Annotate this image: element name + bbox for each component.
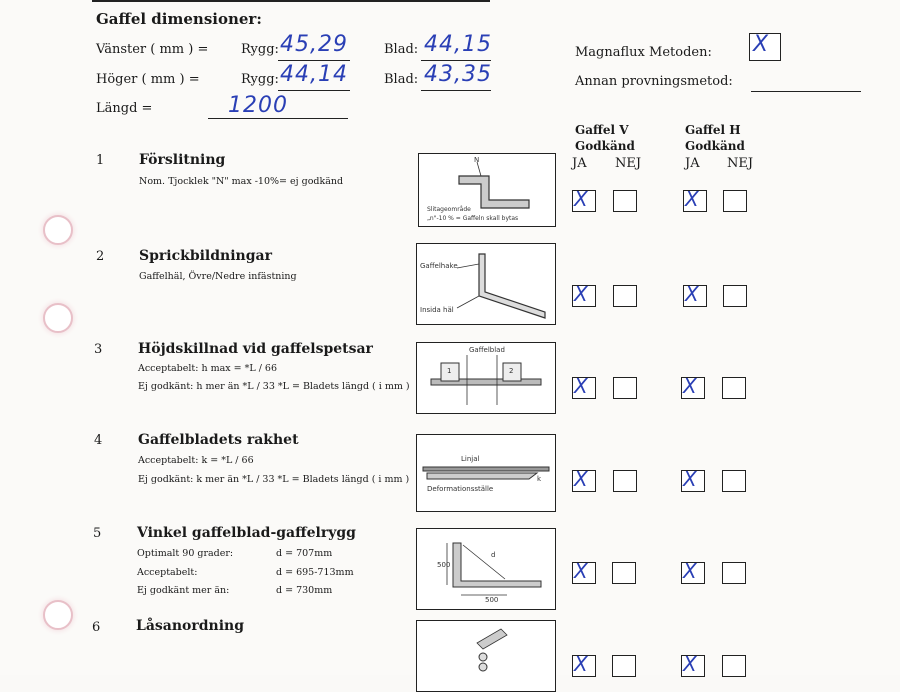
fig1-caption-2: „n"-10 % = Gaffeln skall bytas bbox=[427, 215, 519, 222]
item-desc: Acceptabelt: h max = *L / 66 bbox=[138, 363, 278, 374]
left-blad-label: Blad: bbox=[384, 42, 419, 57]
item-desc: Ej godkänt: k mer än *L / 33 *L = Bladets längd ( i mm ) bbox=[138, 474, 410, 485]
section-title: Gaffel dimensioner: bbox=[96, 10, 262, 28]
col-v-title: Gaffel V bbox=[575, 123, 629, 137]
item6-v-ja[interactable] bbox=[572, 652, 596, 677]
fork-lock-diagram bbox=[417, 621, 555, 691]
figure-cracks bbox=[416, 243, 556, 325]
check-mark: X bbox=[574, 467, 588, 491]
item3-h-nej[interactable] bbox=[722, 377, 746, 399]
check-mark: X bbox=[574, 374, 588, 398]
item5-h-nej[interactable] bbox=[722, 562, 746, 584]
check-mark: X bbox=[685, 282, 699, 306]
item1-v-nej[interactable] bbox=[613, 190, 637, 212]
left-label: Vänster ( mm ) = bbox=[96, 42, 209, 57]
col-v-ja: JA bbox=[572, 156, 587, 171]
right-label: Höger ( mm ) = bbox=[96, 72, 200, 87]
right-blad-line bbox=[421, 90, 491, 91]
top-rule bbox=[92, 0, 490, 2]
check-mark: X bbox=[574, 187, 588, 211]
fork-straightness-diagram bbox=[417, 435, 555, 511]
figure-straightness bbox=[416, 434, 556, 512]
check-mark: X bbox=[683, 652, 697, 676]
col-h-godkand: Godkänd bbox=[685, 139, 745, 153]
check-mark: X bbox=[574, 559, 588, 583]
left-blad-value[interactable]: 44,15 bbox=[424, 32, 492, 57]
fig1-caption-1: Slitageområde bbox=[427, 206, 471, 213]
left-rygg-label: Rygg: bbox=[241, 42, 279, 57]
item-number: 5 bbox=[93, 526, 102, 541]
figure-angle bbox=[416, 528, 556, 610]
fig4-label-2: Deformationsställe bbox=[427, 485, 494, 493]
item-value: d = 730mm bbox=[276, 585, 333, 596]
fig5-dim-v: 500 bbox=[437, 561, 451, 569]
fig3-a: 1 bbox=[447, 367, 452, 375]
item4-v-ja[interactable] bbox=[572, 467, 596, 492]
item2-v-ja[interactable] bbox=[572, 282, 596, 307]
item5-h-ja[interactable] bbox=[681, 559, 705, 584]
item5-v-ja[interactable] bbox=[572, 559, 596, 584]
item-title: Låsanordning bbox=[136, 618, 245, 634]
check-mark: X bbox=[685, 187, 699, 211]
item4-h-nej[interactable] bbox=[722, 470, 746, 492]
item1-h-ja[interactable] bbox=[683, 187, 707, 212]
magnaflux-label: Magnaflux Metoden: bbox=[575, 45, 712, 60]
check-mark: X bbox=[683, 559, 697, 583]
check-mark: X bbox=[683, 374, 697, 398]
item2-v-nej[interactable] bbox=[613, 285, 637, 307]
right-rygg-line bbox=[278, 90, 350, 91]
figure-wear bbox=[418, 153, 556, 227]
item-value: d = 707mm bbox=[276, 548, 333, 559]
item3-h-ja[interactable] bbox=[681, 374, 705, 399]
item-desc: Acceptabelt: k = *L / 66 bbox=[138, 455, 254, 466]
col-v-nej: NEJ bbox=[615, 156, 642, 171]
item-title: Gaffelbladets rakhet bbox=[138, 432, 299, 448]
length-label: Längd = bbox=[96, 101, 153, 116]
item6-h-ja[interactable] bbox=[681, 652, 705, 677]
item5-v-nej[interactable] bbox=[612, 562, 636, 584]
check-mark: X bbox=[683, 467, 697, 491]
item2-h-ja[interactable] bbox=[683, 282, 707, 307]
item3-v-ja[interactable] bbox=[572, 374, 596, 399]
figure-lock bbox=[416, 620, 556, 692]
right-blad-label: Blad: bbox=[384, 72, 419, 87]
item-number: 6 bbox=[92, 620, 101, 635]
item6-h-nej[interactable] bbox=[722, 655, 746, 677]
right-blad-value[interactable]: 43,35 bbox=[424, 62, 492, 87]
left-blad-line bbox=[421, 60, 491, 61]
item-title: Vinkel gaffelblad-gaffelrygg bbox=[137, 525, 356, 541]
check-mark: X bbox=[574, 652, 588, 676]
item-desc: Gaffelhäl, Övre/Nedre infästning bbox=[139, 271, 297, 282]
right-rygg-label: Rygg: bbox=[241, 72, 279, 87]
right-rygg-value[interactable]: 44,14 bbox=[280, 62, 348, 87]
item1-h-nej[interactable] bbox=[723, 190, 747, 212]
item-title: Sprickbildningar bbox=[139, 248, 272, 264]
annan-line bbox=[751, 91, 861, 92]
item-title: Förslitning bbox=[139, 152, 226, 168]
item1-v-ja[interactable] bbox=[572, 187, 596, 212]
item3-v-nej[interactable] bbox=[613, 377, 637, 399]
left-rygg-line bbox=[278, 60, 350, 61]
fig3-title: Gaffelblad bbox=[469, 346, 505, 354]
item4-h-ja[interactable] bbox=[681, 467, 705, 492]
item-number: 3 bbox=[94, 342, 103, 357]
item-desc: Nom. Tjocklek "N" max -10%= ej godkänd bbox=[139, 176, 344, 187]
item6-v-nej[interactable] bbox=[612, 655, 636, 677]
fig5-d: d bbox=[491, 551, 496, 559]
col-v-godkand: Godkänd bbox=[575, 139, 635, 153]
col-h-nej: NEJ bbox=[727, 156, 754, 171]
length-line bbox=[208, 118, 348, 119]
item-desc: Ej godkänt: h mer än *L / 33 *L = Bladets längd ( i mm ) bbox=[138, 381, 410, 392]
length-value[interactable]: 1200 bbox=[228, 93, 288, 118]
item-value: d = 695-713mm bbox=[276, 567, 354, 578]
fig1-n: N bbox=[474, 156, 480, 164]
check-mark: X bbox=[574, 282, 588, 306]
item-title: Höjdskillnad vid gaffelspetsar bbox=[138, 341, 373, 357]
left-rygg-value[interactable]: 45,29 bbox=[280, 32, 348, 57]
item-desc: Optimalt 90 grader: bbox=[137, 548, 234, 559]
fig3-b: 2 bbox=[509, 367, 514, 375]
fig4-label-1: Linjal bbox=[461, 455, 480, 463]
fig2-label-1: Gaffelhake bbox=[420, 262, 458, 270]
col-h-title: Gaffel H bbox=[685, 123, 741, 137]
col-h-ja: JA bbox=[685, 156, 700, 171]
item-desc: Acceptabelt: bbox=[137, 567, 198, 578]
item-desc: Ej godkänt mer än: bbox=[137, 585, 230, 596]
item-number: 2 bbox=[96, 249, 105, 264]
magnaflux-checkbox[interactable] bbox=[749, 33, 781, 61]
item4-v-nej[interactable] bbox=[613, 470, 637, 492]
fig5-dim-h: 500 bbox=[485, 596, 499, 604]
binder-hole bbox=[43, 215, 73, 245]
item-number: 1 bbox=[96, 153, 105, 168]
fig4-k: k bbox=[537, 475, 542, 483]
figure-height-diff bbox=[416, 342, 556, 414]
item2-h-nej[interactable] bbox=[723, 285, 747, 307]
magnaflux-mark: X bbox=[753, 32, 769, 57]
item-number: 4 bbox=[94, 433, 103, 448]
binder-hole bbox=[43, 600, 73, 630]
fig2-label-2: Insida häl bbox=[420, 306, 454, 314]
binder-hole bbox=[43, 303, 73, 333]
annan-label: Annan provningsmetod: bbox=[575, 74, 733, 89]
